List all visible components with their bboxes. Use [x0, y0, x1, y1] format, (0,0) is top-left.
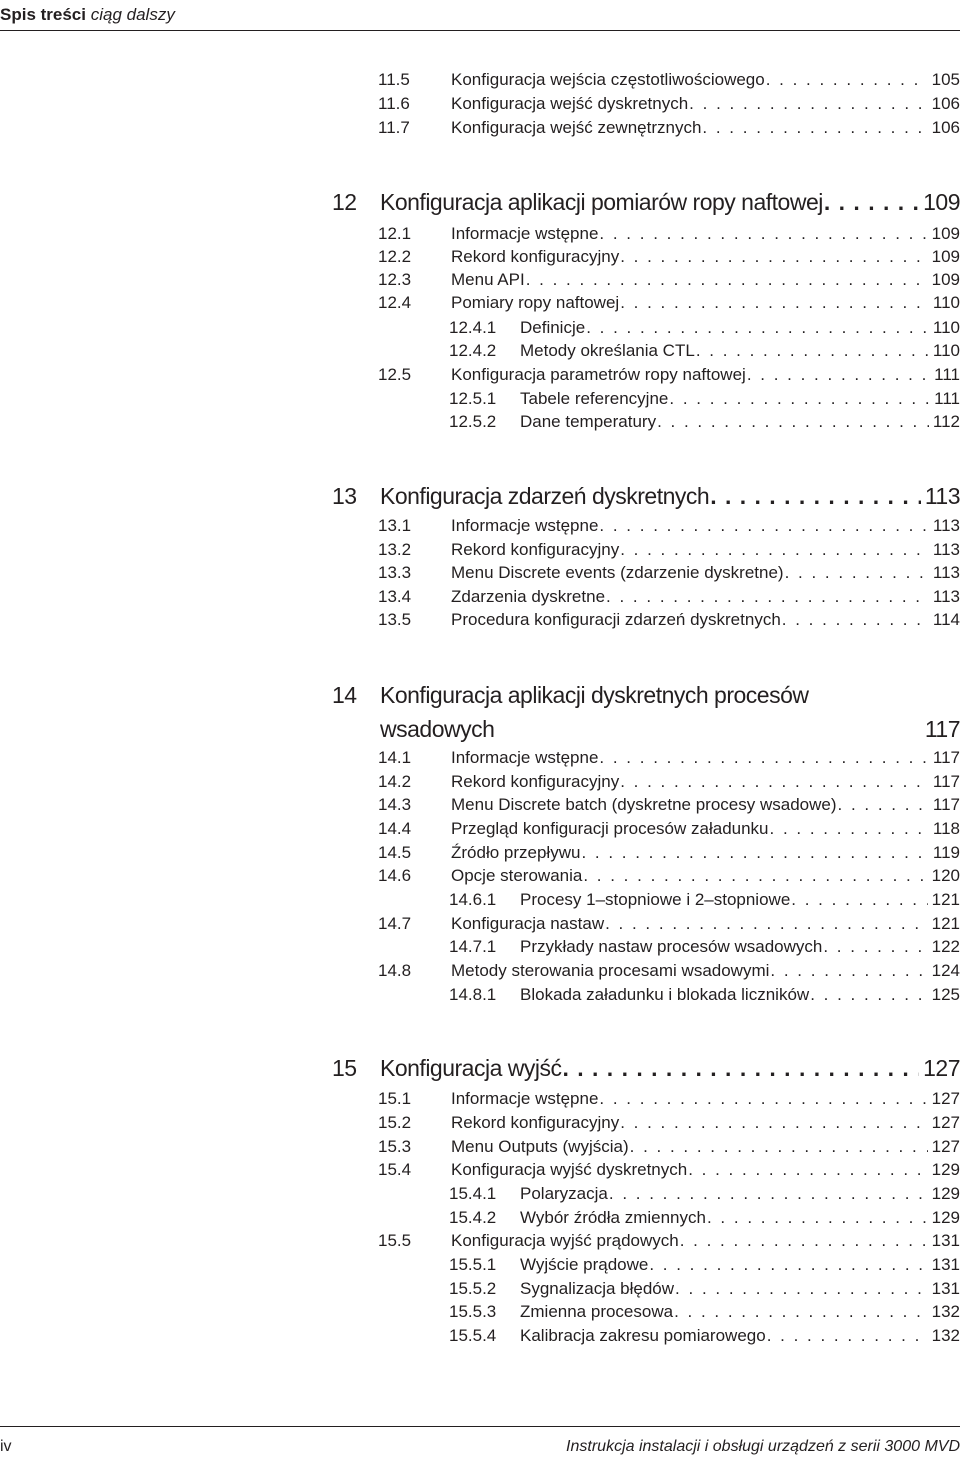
- toc-entry-14-7[interactable]: 14.7 Konfiguracja nastaw . . . 121: [378, 912, 960, 936]
- toc-entry-12-4[interactable]: 12.4 Pomiary ropy naftowej . . . 110: [378, 291, 960, 315]
- toc-entry-14-8[interactable]: 14.8 Metody sterowania procesami wsadowymi . . . 124: [378, 959, 960, 983]
- page-number: iv: [0, 1438, 12, 1455]
- running-header: [0, 0, 175, 30]
- toc-entry-13-5[interactable]: 13.5 Procedura konfiguracji zdarzeń dyskretnych . . . 114: [378, 608, 960, 632]
- toc-entry-14-4[interactable]: 14.4 Przegląd konfiguracji procesów załadunku . . . 118: [378, 817, 960, 841]
- toc-entry-12-5-2[interactable]: 12.5.2 Dane temperatury . . . 112: [449, 410, 960, 434]
- toc-entry-13-3[interactable]: 13.3 Menu Discrete events (zdarzenie dyskretne) . . . 113: [378, 561, 960, 585]
- toc-entry-12-2[interactable]: 12.2 Rekord konfiguracyjny . . . 109: [378, 245, 960, 269]
- toc-entry-15-1[interactable]: 15.1 Informacje wstępne . . . 127: [378, 1087, 960, 1111]
- toc-chapter-15[interactable]: 15 Konfiguracja wyjść . . . 127: [332, 1053, 960, 1083]
- toc-entry-15-4-1[interactable]: 15.4.1 Polaryzacja . . . 129: [449, 1182, 960, 1206]
- toc-entry-12-5[interactable]: 12.5 Konfiguracja parametrów ropy naftowej . . . 111: [378, 363, 960, 387]
- toc-entry-14-8-1[interactable]: 14.8.1 Blokada załadunku i blokada liczników . . . 125: [449, 983, 960, 1007]
- toc-entry-14-2[interactable]: 14.2 Rekord konfiguracyjny . . . 117: [378, 770, 960, 794]
- document-title: Instrukcja instalacji i obsługi urządzeń z serii 3000 MVD: [566, 1438, 960, 1455]
- toc-entry-15-5[interactable]: 15.5 Konfiguracja wyjść prądowych . . . 131: [378, 1229, 960, 1253]
- toc-entry-12-5-1[interactable]: 12.5.1 Tabele referencyjne . . . 111: [449, 387, 960, 411]
- toc-entry-15-5-1[interactable]: 15.5.1 Wyjście prądowe . . . 131: [449, 1253, 960, 1277]
- toc-entry-12-3[interactable]: 12.3 Menu API . . . 109: [378, 268, 960, 292]
- toc-entry-12-4-1[interactable]: 12.4.1 Definicje . . . 110: [449, 316, 960, 340]
- toc-entry-14-6[interactable]: 14.6 Opcje sterowania . . . 120: [378, 864, 960, 888]
- toc-entry-11-7[interactable]: 11.7 Konfiguracja wejść zewnętrznych . . . 106: [378, 116, 960, 140]
- toc-entry-14-6-1[interactable]: 14.6.1 Procesy 1–stopniowe i 2–stopniowe . . . 121: [449, 888, 960, 912]
- header-continued: ciąg dalszy: [90, 5, 175, 24]
- toc-entry-14-7-1[interactable]: 14.7.1 Przykłady nastaw procesów wsadowych . . . 122: [449, 935, 960, 959]
- toc-entry-15-3[interactable]: 15.3 Menu Outputs (wyjścia) . . . 127: [378, 1135, 960, 1159]
- toc-chapter-13[interactable]: 13 Konfiguracja zdarzeń dyskretnych . . . 113: [332, 481, 960, 511]
- header-rule: [0, 30, 960, 31]
- footer-rule: [0, 1426, 960, 1427]
- toc-entry-12-4-2[interactable]: 12.4.2 Metody określania CTL . . . 110: [449, 339, 960, 363]
- toc-entry-14-1[interactable]: 14.1 Informacje wstępne . . . 117: [378, 746, 960, 770]
- toc-entry-12-1[interactable]: 12.1 Informacje wstępne . . . 109: [378, 222, 960, 246]
- toc-entry-14-5[interactable]: 14.5 Źródło przepływu . . . 119: [378, 841, 960, 865]
- toc-entry-15-4[interactable]: 15.4 Konfiguracja wyjść dyskretnych . . . 129: [378, 1158, 960, 1182]
- toc-entry-13-1[interactable]: 13.1 Informacje wstępne . . . 113: [378, 514, 960, 538]
- toc-entry-11-6[interactable]: 11.6 Konfiguracja wejść dyskretnych . . . 106: [378, 92, 960, 116]
- toc-entry-15-2[interactable]: 15.2 Rekord konfiguracyjny . . . 127: [378, 1111, 960, 1135]
- toc-entry-15-5-2[interactable]: 15.5.2 Sygnalizacja błędów . . . 131: [449, 1277, 960, 1301]
- toc-chapter-12[interactable]: 12 Konfiguracja aplikacji pomiarów ropy naftowej . . . 109: [332, 187, 960, 217]
- toc-entry-13-2[interactable]: 13.2 Rekord konfiguracyjny . . . 113: [378, 538, 960, 562]
- toc-entry-15-5-4[interactable]: 15.5.4 Kalibracja zakresu pomiarowego . . . 132: [449, 1324, 960, 1348]
- header-title: Spis treści: [0, 5, 86, 24]
- toc-entry-13-4[interactable]: 13.4 Zdarzenia dyskretne . . . 113: [378, 585, 960, 609]
- toc-entry-11-5[interactable]: 11.5 Konfiguracja wejścia częstotliwościowego . . . 105: [378, 68, 960, 92]
- toc-entry-15-4-2[interactable]: 15.4.2 Wybór źródła zmiennych . . . 129: [449, 1206, 960, 1230]
- toc-entry-14-3[interactable]: 14.3 Menu Discrete batch (dyskretne procesy wsadowe) . . . 117: [378, 793, 960, 817]
- toc-entry-15-5-3[interactable]: 15.5.3 Zmienna procesowa . . . 132: [449, 1300, 960, 1324]
